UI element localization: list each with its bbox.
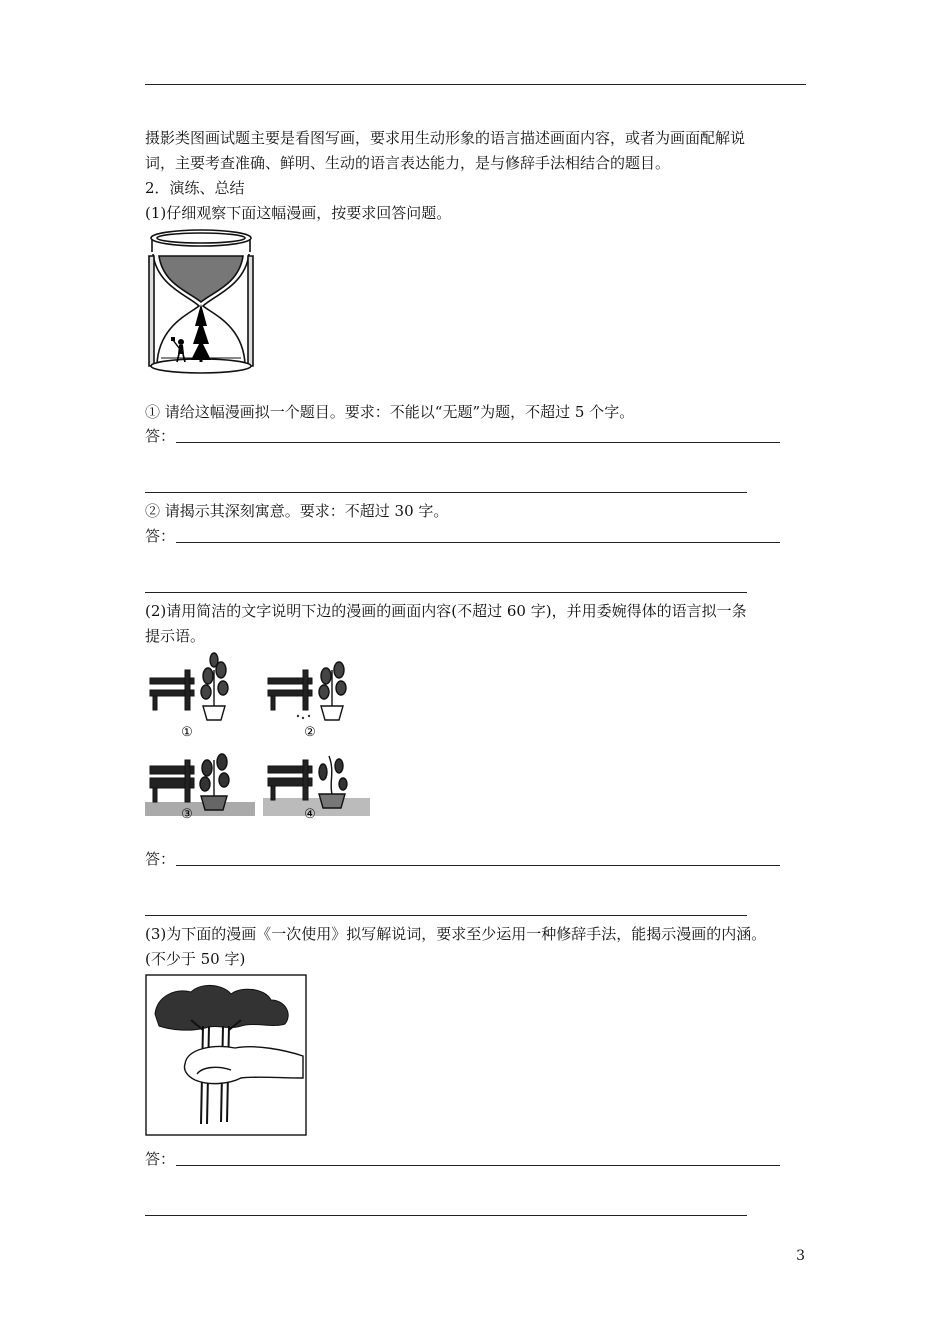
answer-line-3a[interactable] [176,865,780,866]
q2-line-1: (2)请用简洁的文字说明下边的漫画的画面内容(不超过 60 字)，并用委婉得体的语言拟一条 [145,602,747,620]
header-rule [145,84,806,85]
q1-sub2: ② 请揭示其深刻寓意。要求：不超过 30 字。 [145,502,449,520]
panel-label-1: ① [181,725,193,740]
chopstick-tree-cartoon [145,974,307,1136]
section-heading: 2．演练、总结 [145,179,245,197]
answer-line-4a[interactable] [176,1165,780,1166]
panel-label-3: ③ [181,807,193,822]
panel-label-4: ④ [304,807,316,822]
q3-line-2: (不少于 50 字) [145,950,246,968]
answer-label-1: 答： [145,427,176,445]
answer-line-1a[interactable] [176,442,780,443]
answer-line-4b[interactable] [145,1215,747,1216]
page-number: 3 [796,1248,805,1264]
q1-sub1: ① 请给这幅漫画拟一个题目。要求：不能以“无题”为题，不超过 5 个字。 [145,403,635,421]
intro-line-1: 摄影类图画试题主要是看图写画，要求用生动形象的语言描述画面内容，或者为画面配解说 [145,129,746,147]
hourglass-cartoon [145,226,257,376]
answer-label-3: 答： [145,850,176,868]
bench-plant-cartoon [145,650,370,825]
q2-line-2: 提示语。 [145,627,206,645]
answer-label-4: 答： [145,1150,176,1168]
intro-line-2: 词，主要考查准确、鲜明、生动的语言表达能力，是与修辞手法相结合的题目。 [145,154,671,172]
q1-prompt: (1)仔细观察下面这幅漫画，按要求回答问题。 [145,204,452,222]
answer-label-2: 答： [145,527,176,545]
panel-label-2: ② [304,725,316,740]
answer-line-2a[interactable] [176,542,780,543]
answer-line-3b[interactable] [145,915,747,916]
answer-line-1b[interactable] [145,492,747,493]
answer-line-2b[interactable] [145,592,747,593]
q3-line-1: (3)为下面的漫画《一次使用》拟写解说词，要求至少运用一种修辞手法，能揭示漫画的内涵。 [145,925,767,943]
